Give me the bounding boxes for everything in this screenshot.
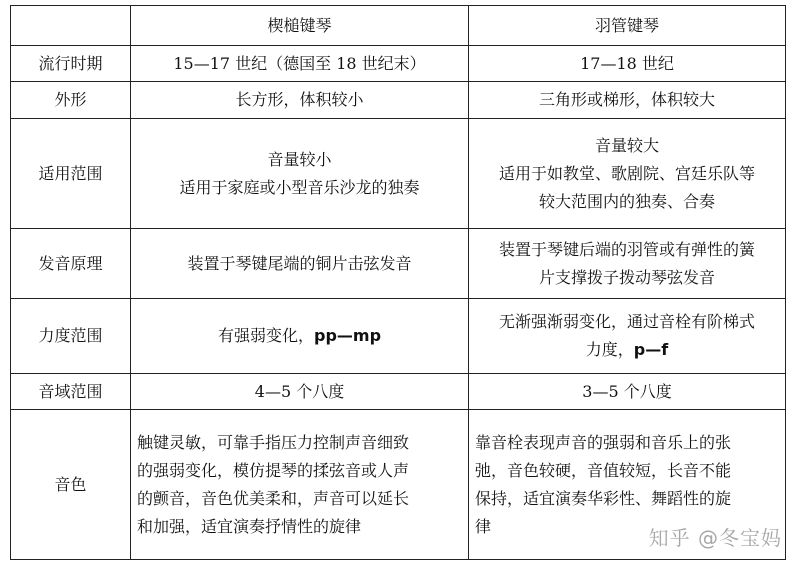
- cell: [131, 82, 469, 119]
- cell: [131, 299, 469, 374]
- cell-line: 适用于如教堂、歌剧院、宫廷乐队等: [498, 163, 755, 183]
- header-corner-cell: [11, 6, 131, 46]
- cell-line: 无渐强渐弱变化，通过音栓有阶梯式: [498, 312, 755, 331]
- header-row: [11, 6, 786, 46]
- table-row: [11, 299, 786, 374]
- table-row: [11, 374, 786, 410]
- cell-line: 3—5 个八度: [582, 381, 672, 401]
- cell-line: 片支撑拨子拨动琴弦发音: [538, 267, 715, 287]
- watermark: 知乎 @冬宝妈: [648, 526, 782, 550]
- cell-line: 的颤音，音色优美柔和，声音可以延长: [137, 488, 410, 508]
- cell-line: 17—18 世纪: [580, 53, 674, 73]
- table-row: [11, 46, 786, 82]
- row-label: 外形: [11, 82, 131, 119]
- row-label: 流行时期: [11, 46, 131, 82]
- cell-line: 弛，音色较硬，音值较短，长音不能: [475, 460, 732, 480]
- cell-line: 音量较大: [594, 135, 659, 155]
- cell: [469, 119, 786, 229]
- cell-line: 长方形，体积较小: [235, 90, 364, 109]
- table-row: [11, 82, 786, 119]
- cell: [469, 299, 786, 374]
- cell-line: 触键灵敏，可靠手指压力控制声音细致: [137, 432, 410, 452]
- cell-line: 靠音栓表现声音的强弱和音乐上的张: [475, 432, 732, 452]
- cell: [131, 46, 469, 82]
- cell-line: 适用于家庭或小型音乐沙龙的独奏: [179, 177, 420, 197]
- cell-line: 和加强，适宜演奏抒情性的旋律: [137, 516, 362, 536]
- table-row: [11, 119, 786, 229]
- dynamics-range: p—f: [633, 340, 669, 359]
- cell: [469, 374, 786, 410]
- row-label: 适用范围: [11, 119, 131, 229]
- cell-text: 有强弱变化，: [217, 326, 314, 345]
- cell: [131, 410, 469, 560]
- cell-line: 三角形或梯形，体积较大: [538, 90, 715, 109]
- cell-line: 音量较小: [267, 149, 332, 169]
- row-label: 音域范围: [11, 374, 131, 410]
- cell: [469, 46, 786, 82]
- cell: [469, 229, 786, 299]
- cell-line: 装置于琴键尾端的铜片击弦发音: [187, 253, 412, 273]
- cell-line: 的强弱变化，模仿提琴的揉弦音或人声: [137, 460, 410, 480]
- comparison-table: [10, 5, 786, 560]
- cell-line: 较大范围内的独奏、合奏: [538, 191, 715, 211]
- cell: [131, 119, 469, 229]
- row-label: 音色: [11, 410, 131, 560]
- cell: [131, 374, 469, 410]
- row-label: 发音原理: [11, 229, 131, 299]
- header-harpsichord-quill: 羽管键琴: [469, 6, 786, 46]
- table-row: [11, 229, 786, 299]
- cell-line: 15—17 世纪（德国至 18 世纪末）: [173, 53, 426, 73]
- cell-line: 律: [475, 516, 492, 536]
- cell: [131, 229, 469, 299]
- cell-line: 装置于琴键后端的羽管或有弹性的簧: [498, 239, 755, 259]
- cell-line: 4—5 个八度: [254, 381, 345, 401]
- cell: [469, 82, 786, 119]
- row-label: 力度范围: [11, 299, 131, 374]
- dynamics-range: pp—mp: [313, 326, 382, 345]
- header-harpsichord-hammer: 楔槌键琴: [131, 6, 469, 46]
- cell-text: 力度，: [585, 340, 634, 359]
- cell-line: 保持，适宜演奏华彩性、舞蹈性的旋: [475, 488, 732, 508]
